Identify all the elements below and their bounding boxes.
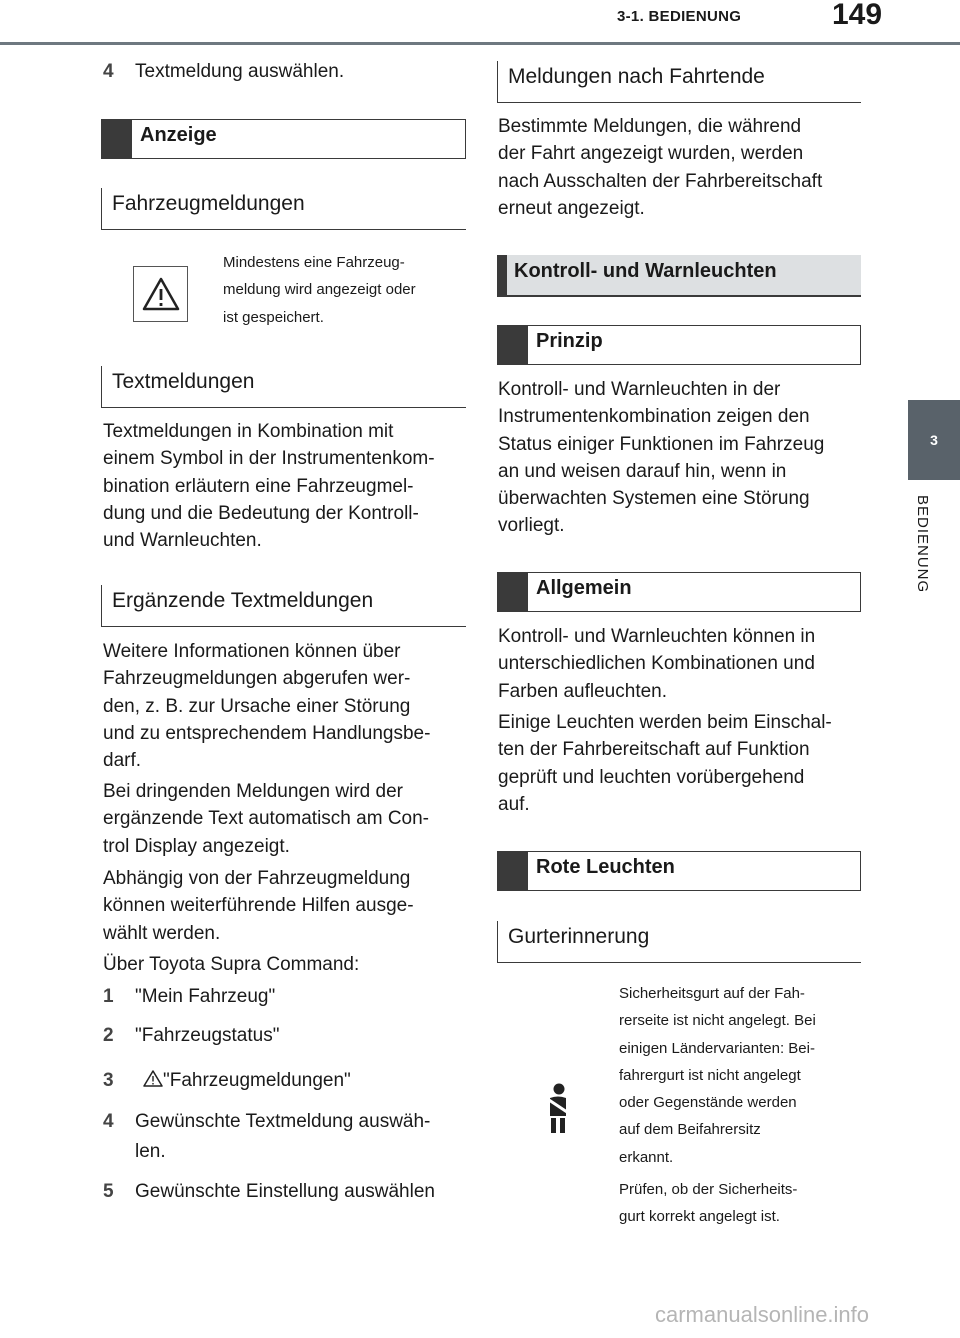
- heading-kontroll-warnleuchten: Kontroll- und Warnleuchten: [497, 255, 861, 297]
- subheading-fahrzeugmeldungen: Fahrzeugmeldungen: [101, 188, 466, 230]
- subheading-gurterinnerung: Gurterinnerung: [497, 921, 861, 963]
- heading-anzeige: Anzeige: [101, 119, 466, 159]
- step-4: 4 Gewünschte Textmeldung auswäh-: [103, 1111, 431, 1132]
- warning-triangle-icon: [133, 266, 188, 322]
- warning-small-icon: [143, 1069, 163, 1088]
- paragraph-abhaengig: Abhängig von der Fahrzeugmeldung können weiterführende Hilfen ausge- wählt werden.: [103, 868, 414, 944]
- section-title: 3-1. BEDIENUNG: [617, 8, 742, 25]
- page-number: 149: [832, 0, 883, 31]
- heading-allgemein: Allgemein: [497, 572, 861, 612]
- paragraph-dringend: Bei dringenden Meldungen wird der ergänzende Text automatisch am Con- trol Display angezeigt.: [103, 781, 429, 857]
- heading-prinzip: Prinzip: [497, 325, 861, 365]
- paragraph-ueber: Über Toyota Supra Command:: [103, 954, 360, 975]
- warning-text: Mindestens eine Fahrzeug- meldung wird angezeigt oder ist gespeichert.: [223, 254, 416, 326]
- paragraph-weitere: Weitere Informationen können über Fahrzeugmeldungen abgerufen wer- den, z. B. zur Ursache einer Störung und zu entsprechendem Handlungsbe- darf.: [103, 641, 431, 772]
- step-5: 5 Gewünschte Einstellung auswählen: [103, 1181, 435, 1202]
- step-4-top: 4 Textmeldung auswählen.: [103, 61, 345, 82]
- paragraph-prinzip: Kontroll- und Warnleuchten in der Instrumentenkombination zeigen den Status einiger Funktionen im Fahrzeug an und weisen darauf hin, wenn in überwachten Systemen eine Störung vorliegt.: [498, 379, 825, 537]
- chapter-tab: [908, 400, 960, 480]
- seatbelt-icon: [540, 1082, 574, 1134]
- watermark: carmanualsonline.info: [655, 1302, 870, 1327]
- step-3: 3 "Fahrzeugmeldungen": [103, 1070, 351, 1091]
- paragraph-bestimmte: Bestimmte Meldungen, die während der Fahrt angezeigt wurden, werden nach Ausschalten der Fahrbereitschaft erneut angezeigt.: [498, 116, 823, 219]
- paragraph-textmeldungen: Textmeldungen in Kombination mit einem Symbol in der Instrumentenkom- bination erläutern eine Fahrzeugmel- dung und die Bedeutung der Kontroll- und Warnleuchten.: [103, 421, 435, 552]
- paragraph-allgemein-2: Einige Leuchten werden beim Einschal- ten der Fahrbereitschaft auf Funktion geprüft und leuchten vorübergehend auf.: [498, 712, 832, 815]
- subheading-textmeldungen: Textmeldungen: [101, 366, 466, 408]
- gurt-text-2: Prüfen, ob der Sicherheits- gurt korrekt angelegt ist.: [619, 1181, 798, 1226]
- chapter-label: BEDIENUNG: [914, 495, 931, 594]
- paragraph-allgemein-1: Kontroll- und Warnleuchten können in unterschiedlichen Kombinationen und Farben aufleuchten.: [498, 626, 816, 702]
- step-2: 2 "Fahrzeugstatus": [103, 1025, 280, 1046]
- subheading-meldungen-nach-fahrtende: Meldungen nach Fahrtende: [497, 61, 861, 103]
- step-4-continued: len.: [135, 1141, 166, 1162]
- header-rule: [0, 42, 960, 45]
- chapter-number: 3: [930, 432, 938, 448]
- subheading-ergaenzende: Ergänzende Textmeldungen: [101, 585, 466, 627]
- heading-rote-leuchten: Rote Leuchten: [497, 851, 861, 891]
- step-1: 1 "Mein Fahrzeug": [103, 986, 276, 1007]
- gurt-text-1: Sicherheitsgurt auf der Fah- rerseite ist nicht angelegt. Bei einigen Ländervarianten: Bei- fahrergurt ist nicht angelegt oder Gegenstände werden auf dem Beifahrersitz erkannt.: [619, 985, 816, 1166]
